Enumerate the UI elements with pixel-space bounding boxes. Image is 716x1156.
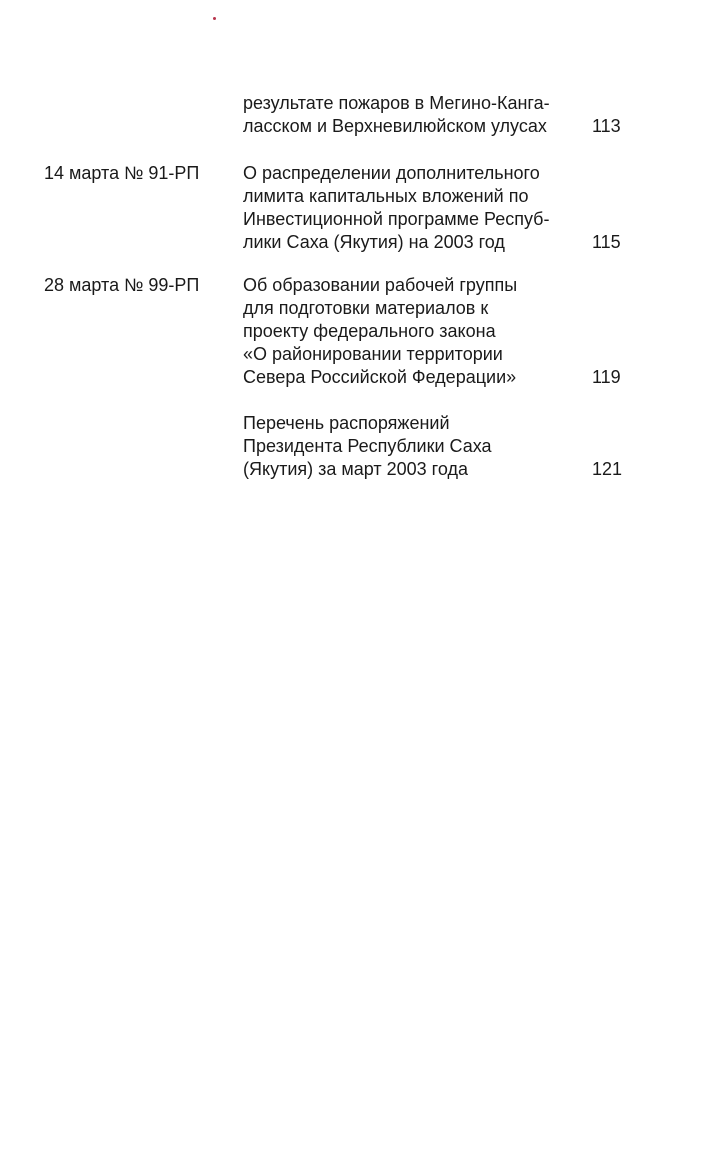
entry-title-line: лимита капитальных вложений по xyxy=(243,186,529,206)
entry-title-line: Перечень распоряжений xyxy=(243,413,450,433)
entry-date: 14 марта № 91-РП xyxy=(44,163,200,183)
entry-title-line: Президента Республики Саха xyxy=(243,436,492,456)
entry-title-line: результате пожаров в Мегино-Канга- xyxy=(243,93,550,113)
entry-title-line: (Якутия) за март 2003 года xyxy=(243,459,468,479)
entry-page-number: 115 xyxy=(592,232,621,252)
entry-date: 28 марта № 99-РП xyxy=(44,275,200,295)
entry-title-line: Севера Российской Федерации» xyxy=(243,367,517,387)
entry-page-number: 113 xyxy=(592,116,621,136)
entry-page-number: 119 xyxy=(592,367,621,387)
entry-title-line: проекту федерального закона xyxy=(243,321,496,341)
entry-page-number: 121 xyxy=(592,459,623,479)
entry-title xyxy=(243,92,583,138)
entry-title-line: «О районировании территории xyxy=(243,344,503,364)
entry-title-line: ласском и Верхневилюйском улусах xyxy=(243,116,547,136)
toc-entry xyxy=(0,412,716,481)
entry-title-line: О распределении дополнительного xyxy=(243,163,540,183)
entry-title-line: Об образовании рабочей группы xyxy=(243,275,518,295)
table-of-contents xyxy=(0,92,716,481)
entry-title-line: Инвестиционной программе Респуб- xyxy=(243,209,550,229)
toc-entry xyxy=(0,274,716,389)
entry-title xyxy=(243,412,583,481)
entry-title-line: лики Саха (Якутия) на 2003 год xyxy=(243,232,505,252)
entry-title xyxy=(243,274,583,389)
toc-entry xyxy=(0,92,716,138)
entry-title-line: для подготовки материалов к xyxy=(243,298,489,318)
entry-title xyxy=(243,162,583,254)
ink-speck xyxy=(213,17,216,20)
toc-entry xyxy=(0,162,716,254)
